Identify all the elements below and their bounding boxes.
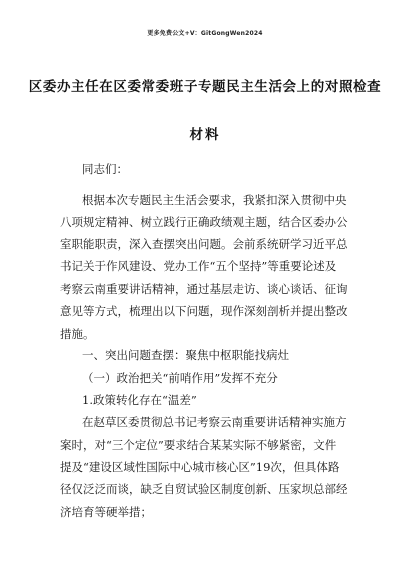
intro-line: 意见等方式，梳理出以下问题，现作深刻剖析并提出整改 <box>60 304 348 318</box>
subsection-heading: （一）政治把关“前哨作用”发挥不充分 <box>82 371 278 385</box>
body-line: 径仅泛泛而谈，缺乏自贸试验区制度创新、压家坝总部经 <box>60 482 348 496</box>
header-note: 更多免费公文+V：GitGongWen2024 <box>147 30 263 37</box>
intro-line: 书记关于作风建设、党办工作“五个坚持”等重要论述及 <box>60 259 337 273</box>
body-line: 提及“建设区域性国际中心城市核心区”19次，但具体路 <box>60 460 340 474</box>
intro-line: 根据本次专题民主生活会要求，我紧扣深入贯彻中央 <box>82 193 347 207</box>
intro-line: 考察云南重要讲话精神，通过基层走访、谈心谈话、征询 <box>60 282 348 296</box>
salutation: 同志们： <box>82 162 128 176</box>
body-line: 案时，对“三个定位”要求结合某某实际不够紧密，文件 <box>60 438 337 452</box>
document-title: 区委办主任在区委常委班子专题民主生活会上的对照检查 <box>28 79 382 95</box>
document-title-continued: 材料 <box>189 127 221 143</box>
body-line: 济培育等硬举措； <box>60 505 152 519</box>
intro-line: 措施。 <box>60 327 95 341</box>
item-heading: 1.政策转化存在“温差” <box>82 393 197 407</box>
section-heading: 一、突出问题查摆：聚焦中枢职能找病灶 <box>82 348 289 362</box>
body-line: 在赵草区委贯彻总书记考察云南重要讲话精神实施方 <box>82 415 347 429</box>
intro-line: 室职能职责，深入查摆突出问题。会前系统研学习近平总 <box>60 237 348 251</box>
intro-line: 八项规定精神、树立践行正确政绩观主题，结合区委办公 <box>60 215 348 229</box>
